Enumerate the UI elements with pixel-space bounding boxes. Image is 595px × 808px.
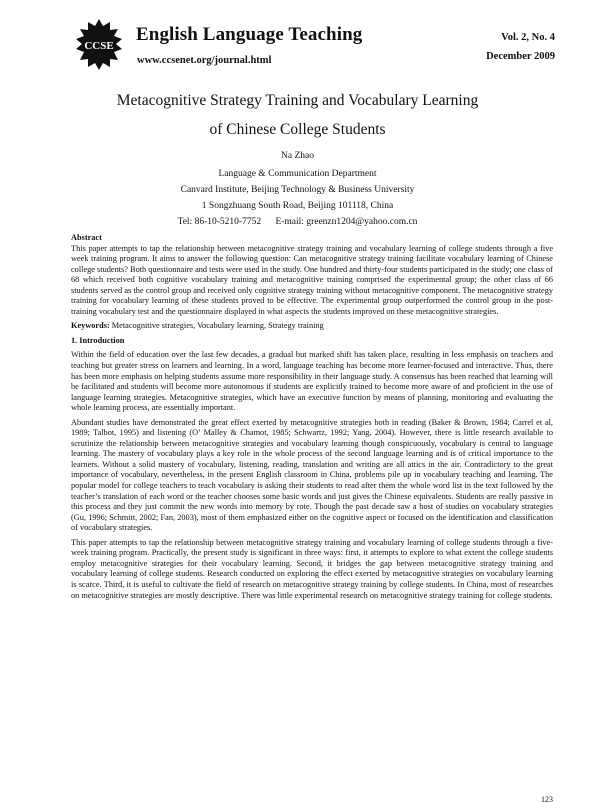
introduction-heading: 1. Introduction (71, 335, 125, 345)
journal-url[interactable]: www.ccsenet.org/journal.html (137, 55, 272, 66)
page-number: 123 (541, 795, 553, 804)
introduction-paragraph-3: This paper attempts to tap the relationship between metacognitive strategy training and vocabulary learning of college students through a five-week training program. Practically, the present study is significant in three ways: first, it attempts to explore to what extent the college students employ metacognitive strategies for their vocabulary learning. Second, it bridges the gap between metacognitive strategy training and vocabulary learning of college students. Research conducted on exploring the effect exerted by metacognitive strategies on vocabulary learning is scarce. Third, it is useful to cultivate the field of research on metacognitive strategy training by college students. In China, most of researches on metacognitive strategies are mostly descriptive. There was little experimental research on metacognitive strategy training for college students. (71, 537, 553, 600)
paper-body (71, 233, 553, 601)
introduction-paragraph-1: Within the field of education over the last few decades, a gradual but marked shift has taken place, resulting in less emphasis on teachers and teaching but greater stress on learners and learning. In a word, language teaching has become more learner-focused and interactive. Thus, there has been more emphasis on helping students assume more responsibility in their language study. A consensus has been reached that learning will be facilitated and students will become more autonomous if students are explicitly trained to become more aware of and proficient in the use of language learning strategies. Metacognitive strategies, which have an executive function by means of planning, monitoring and evaluating the whole learning process, are essentially important. (71, 350, 553, 413)
abstract-text: This paper attempts to tap the relationship between metacognitive strategy training and vocabulary learning of college students through a five week training program. It aims to answer the following question: Can metacognitive strategy training facilitate vocabulary learning of Chinese college students? Both questionnaire and tests were used in the study. One hundred and thirty-four students participated in the study; one class of 68 which received both cognitive vocabulary training and metacognitive training comprised the experimental group; the other class of 66 students served as the control group and received only cognitive strategy training without metacognitive component. The metacognitive strategy training for vocabulary learning of these students proved to be effective. The experimental group outperformed the control group in the post-training vocabulary test and the questionnaire displayed in what aspects the students improved on these metacognitive strategies. (71, 243, 553, 316)
keywords-text: Metacognitive strategies, Vocabulary learning, Strategy training (111, 321, 324, 331)
author-department: Language & Communication Department (218, 169, 377, 179)
keywords-label: Keywords: (71, 321, 110, 331)
author-contact (60, 216, 535, 228)
issue-date: December 2009 (486, 51, 555, 62)
author-name: Na Zhao (281, 151, 314, 161)
keywords-line (71, 321, 553, 332)
journal-header (0, 0, 595, 80)
introduction-paragraph-2: Abundant studies have demonstrated the great effect exerted by metacognitive strategies both in reading (Baker & Brown, 1984; Carrel et al, 1989; Talbot, 1995) and listening (O’ Malley & Chamot, 1985; Schwartz, 1992; Yang, 2004). However, there is little research available to scrutinize the relationship between metacognitive strategies and vocabulary learning though conspicuously, vocabulary is central to language learning. The mastery of vocabulary plays a key role in the whole process of the second language learning and is of critical importance to the learners. Without a solid mastery of vocabulary, listening, reading, translation and writing are all attics in the air. Contradictory to the great importance of vocabulary, nevertheless, in the present English classroom in China, problems pile up in vocabulary teaching and learning. The popular model for college teachers to teach vocabulary is asking their students to read after them the whole word list in the text followed by the teacher’s translation of each word or the teacher chooses some basic words and just gives the Chinese equivalents. Students are really passive in this process and they just commit the new words into memory by rote. Though the past decade saw a host of studies on vocabulary strategies (Gu, 1996; Schmitt, 2002; Fan, 2003), most of them emphasized either on the cognitive aspect or focused on the identification and classification of vocabulary strategies. (71, 417, 553, 533)
svg-text:CCSE: CCSE (84, 40, 114, 52)
author-tel: Tel: 86-10-5210-7752 (177, 217, 262, 227)
volume-issue: Vol. 2, No. 4 (501, 32, 555, 43)
journal-title: English Language Teaching (136, 24, 363, 45)
author-email[interactable]: E-mail: greenzn1204@yahoo.com.cn (275, 217, 418, 227)
author-institute: Canvard Institute, Beijing Technology & Business University (180, 185, 415, 195)
paper-title-line-2: of Chinese College Students (209, 121, 386, 138)
author-address: 1 Songzhuang South Road, Beijing 101118, China (201, 201, 394, 211)
paper-title-line-1: Metacognitive Strategy Training and Vocabulary Learning (116, 92, 479, 109)
ccse-logo-icon (72, 18, 126, 72)
abstract-heading: Abstract (71, 233, 102, 242)
